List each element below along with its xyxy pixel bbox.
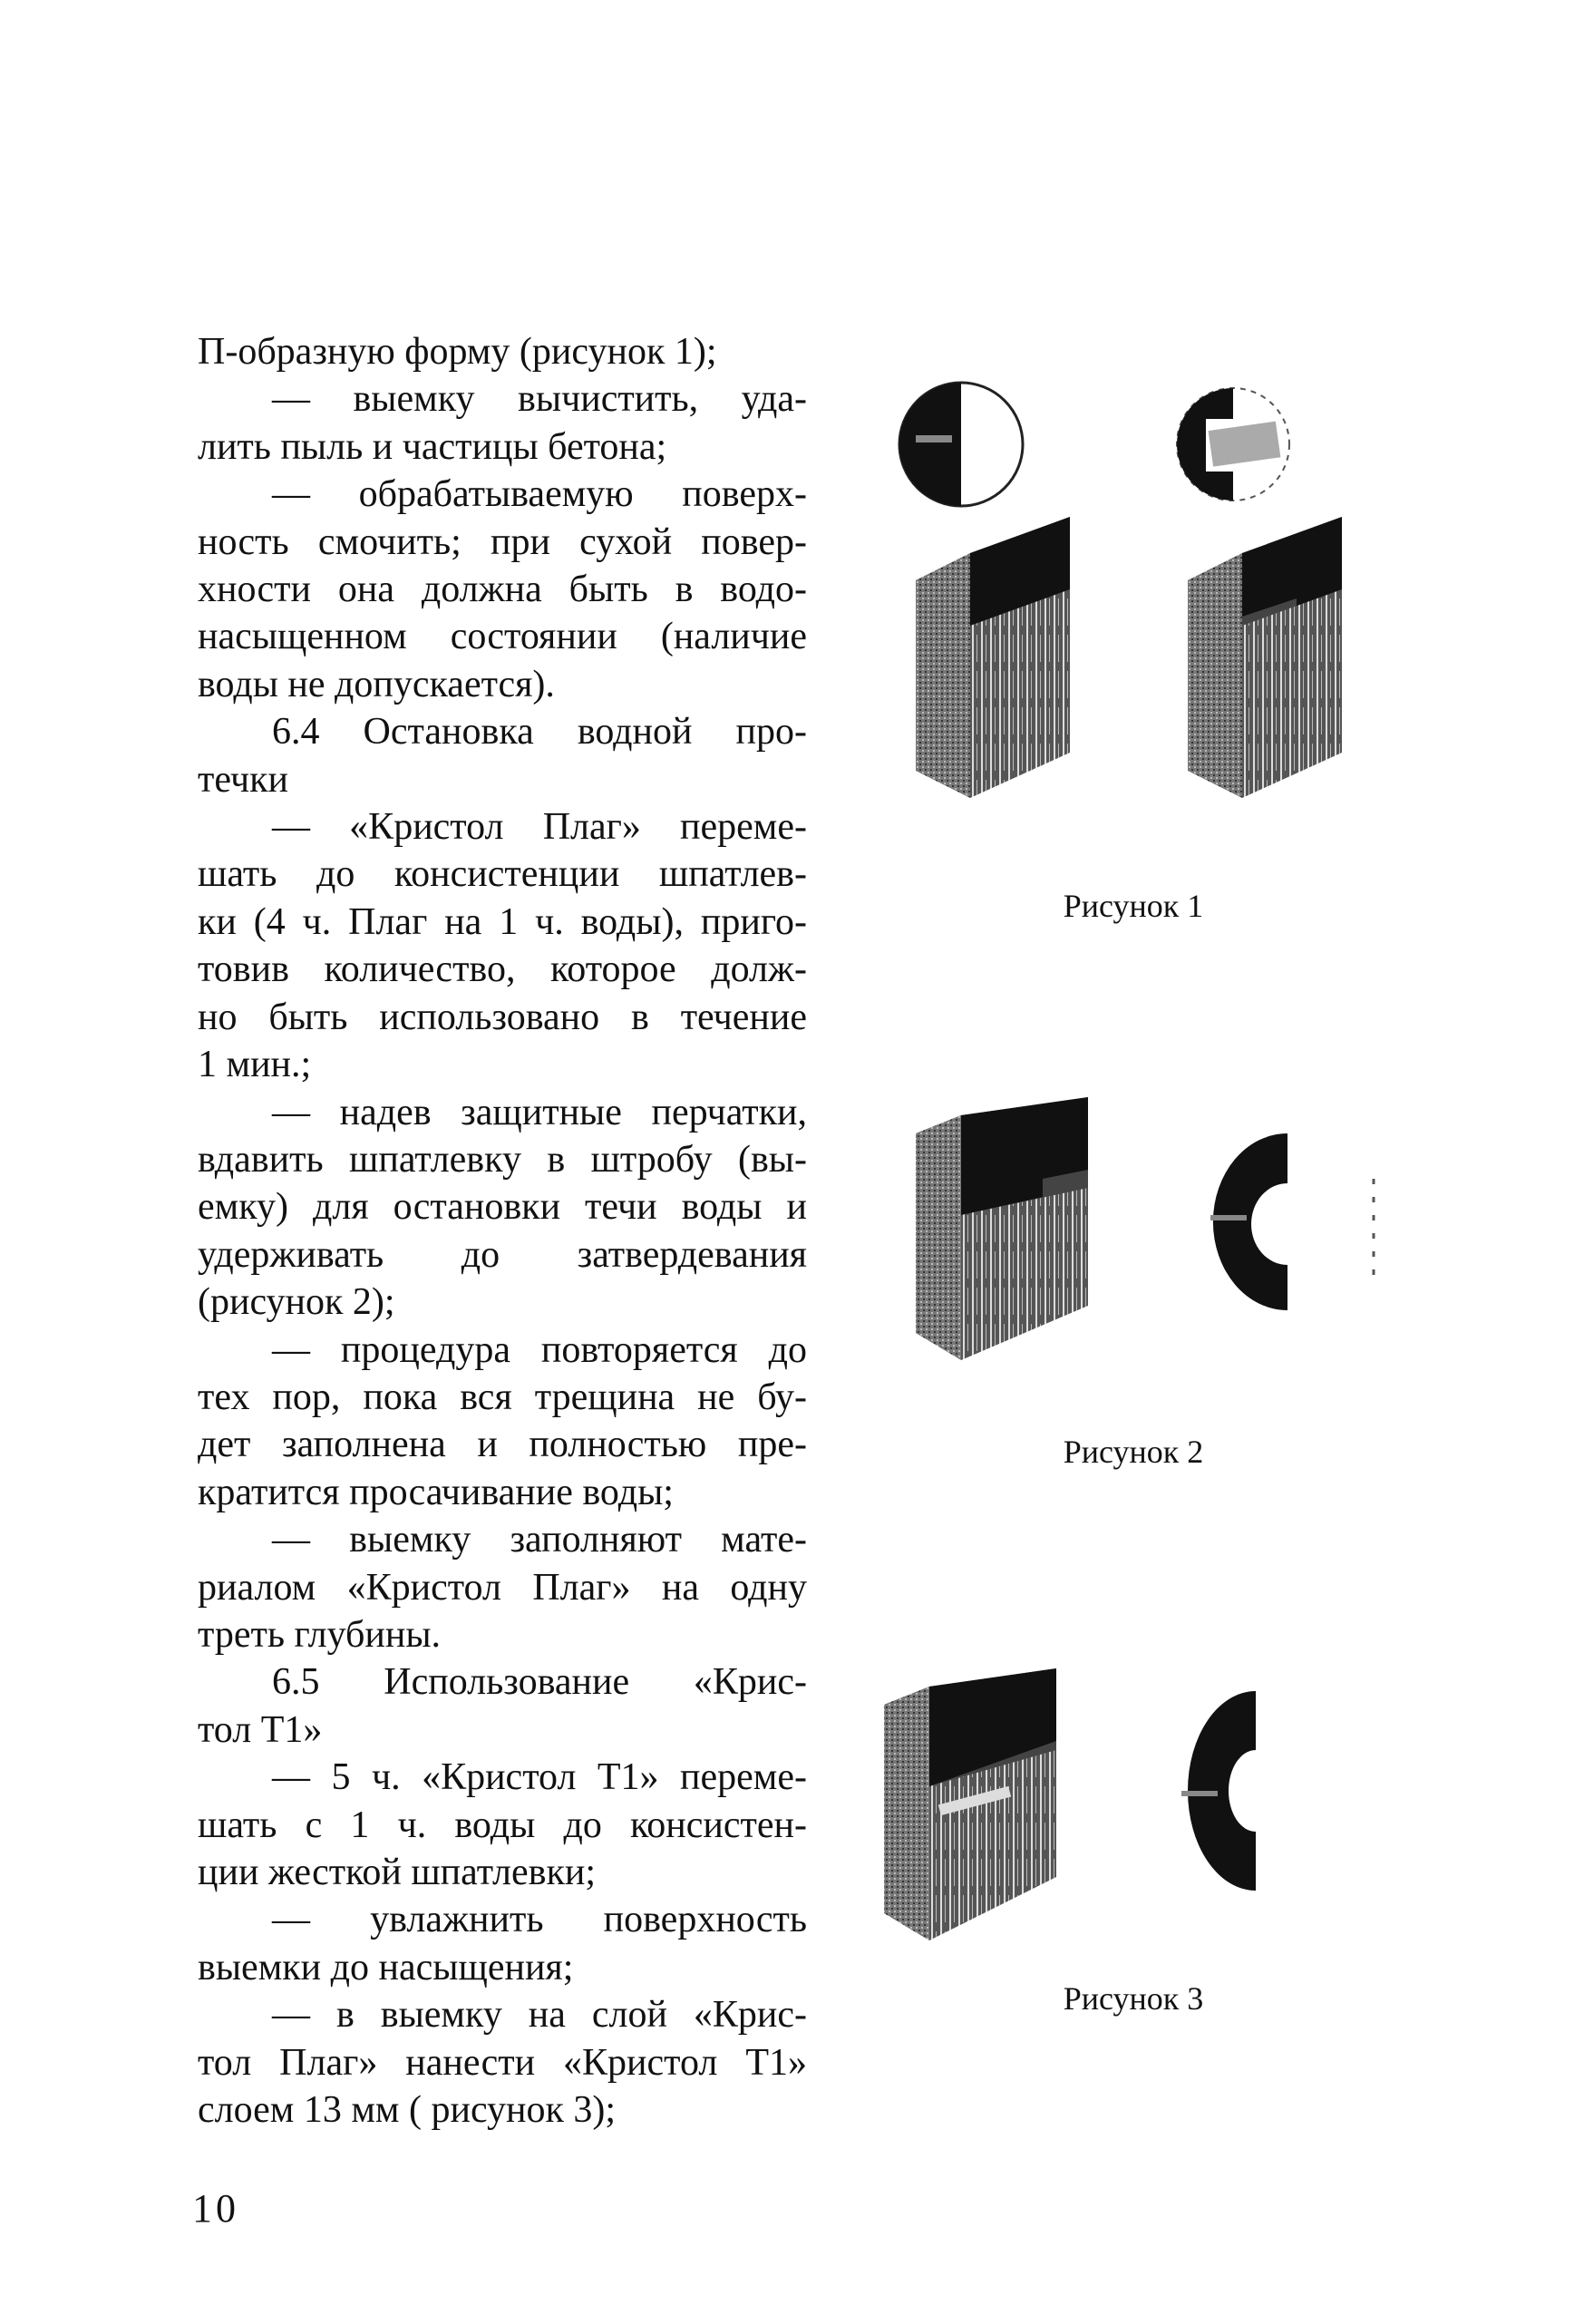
- text-line: — 5 ч. «Кристол Т1» переме-: [272, 1756, 807, 1799]
- text-line: тол Плаг» нанести «Кристол Т1»: [198, 2041, 807, 2084]
- text-line: — в выемку на слой «Крис-: [272, 1994, 807, 2037]
- figure-2-illustration: [907, 1097, 1396, 1369]
- text-line: П-образную форму (рисунок 1);: [198, 331, 717, 373]
- text-line: хности она должна быть в водо-: [198, 569, 807, 611]
- text-line: (рисунок 2);: [198, 1281, 395, 1324]
- text-line: треть глубины.: [198, 1613, 442, 1656]
- text-line: ки (4 ч. Плаг на 1 ч. воды), приго-: [198, 900, 807, 943]
- text-line: 1 мин.;: [198, 1044, 312, 1086]
- text-line: — выемку вычистить, уда-: [272, 378, 807, 421]
- figure-2: [907, 1097, 1396, 1369]
- body-text: [198, 328, 807, 2134]
- text-line: вдавить шпатлевку в штробу (вы-: [198, 1138, 807, 1181]
- figure-1-caption: Рисунок 1: [1063, 888, 1204, 924]
- text-line: — «Кристол Плаг» переме-: [272, 806, 807, 849]
- text-line: дет заполнена и полностью пре-: [198, 1424, 807, 1466]
- text-line: ции жесткой шпатлевки;: [198, 1852, 596, 1893]
- text-line: — процедура повторяется до: [272, 1328, 807, 1371]
- text-line: 6.4 Остановка водной про-: [272, 711, 807, 754]
- text-line: удерживать до затвердевания: [198, 1233, 807, 1276]
- text-line: — надев защитные перчатки,: [272, 1091, 807, 1133]
- text-line: 6.5 Использование «Крис-: [272, 1661, 807, 1704]
- text-line: товив количество, которое долж-: [198, 948, 807, 991]
- text-line: тол Т1»: [198, 1708, 323, 1751]
- figure-3-caption: Рисунок 3: [1063, 1980, 1204, 2017]
- text-line: но быть использовано в течение: [198, 996, 807, 1038]
- text-line: насыщенном состоянии (наличие: [198, 616, 807, 658]
- text-line: слоем 13 мм ( рисунок 3);: [198, 2089, 617, 2132]
- text-line: — выемку заполняют мате-: [272, 1519, 807, 1561]
- text-line: выемки до насыщения;: [198, 1946, 574, 1989]
- text-line: емку) для остановки течи воды и: [198, 1186, 807, 1229]
- page-number: 10: [192, 2186, 239, 2231]
- text-line: тех пор, пока вся трещина не бу-: [198, 1376, 807, 1418]
- text-line: — обрабатываемую поверх-: [272, 473, 807, 516]
- text-line: — увлажнить поверхность: [272, 1899, 807, 1941]
- figure-3: [875, 1668, 1328, 1940]
- text-line: шать до консистенции шпатлев-: [198, 853, 807, 896]
- figure-3-illustration: [875, 1668, 1328, 1940]
- figure-1-illustration: [898, 372, 1369, 861]
- text-line: воды не допускается).: [198, 663, 555, 705]
- text-line: ность смочить; при сухой повер-: [198, 520, 807, 563]
- text-line: кратится просачивание воды;: [198, 1471, 674, 1513]
- figure-2-caption: Рисунок 2: [1063, 1434, 1204, 1470]
- text-line: риалом «Кристол Плаг» на одну: [198, 1566, 807, 1609]
- text-line: шать с 1 ч. воды до консистен-: [198, 1804, 807, 1846]
- text-line: течки: [198, 758, 288, 801]
- text-line: лить пыль и частицы бетона;: [198, 425, 667, 468]
- figure-1: [898, 372, 1369, 861]
